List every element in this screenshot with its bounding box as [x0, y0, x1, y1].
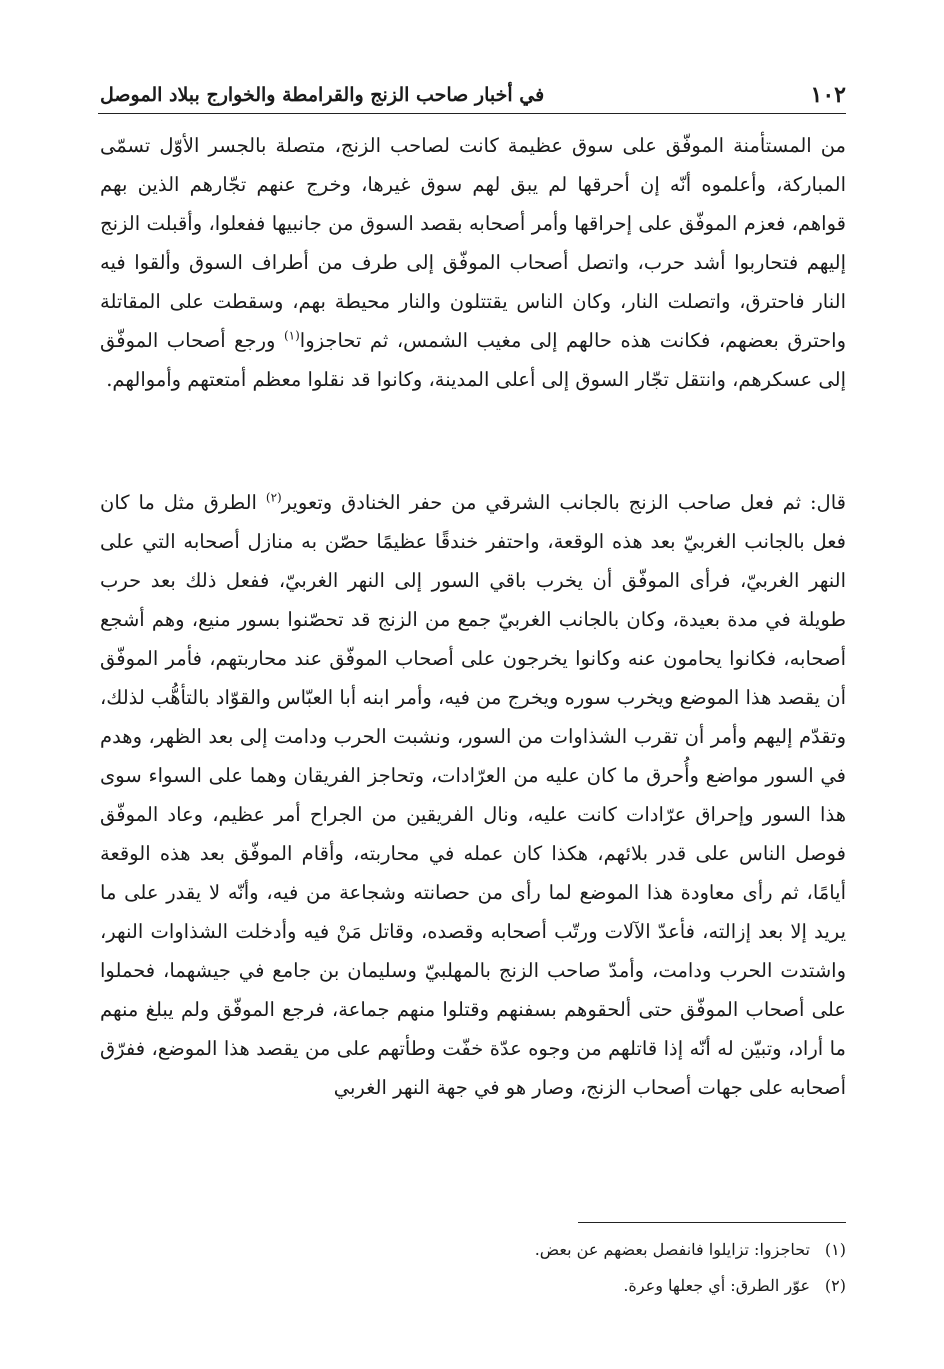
paragraph-1-text-b: ورجع أصحاب الموفّق إلى عسكرهم، وانتقل تجّار السوق إلى أعلى المدينة، وكانوا قد نقلوا معظم أمتعتهم وأموالهم. — [100, 329, 846, 391]
paragraph-2 — [100, 483, 846, 1218]
footnote-1-text: تحاجزوا: تزايلوا فانفصل بعضهم عن بعض. — [534, 1240, 810, 1259]
footnotes — [100, 1232, 846, 1304]
paragraph-2-text-b: الطرق مثل ما كان فعل بالجانب الغربيّ بعد هذه الوقعة، واحتفر خندقًا عظيمًا حصّن به منازل أصحابه التي على النهر الغربيّ، فرأى الموفّق أن يخرب باقي السور إلى النهر الغربيّ، ففعل ذلك بعد حرب طويلة في مدة بعيدة، وكان بالجانب الغربيّ جمع من الزنج قد تحصّنوا بسور منيع، وهم أشجع أصحابه، فكانوا يحامون عنه وكانوا يخرجون على أصحاب الموفّق عند محاربتهم، فأمر الموفّق أن يقصد هذا الموضع ويخرب سوره ويخرج من فيه، وأمر ابنه أبا العبّاس والقوّاد بالتأهُّب لذلك، وتقدّم إليهم وأمر أن تقرب الشذاوات من السور، ونشبت الحرب ودامت إلى بعد الظهر، وهدم في السور مواضع وأُحرق ما كان عليه من العرّادات، وتحاجز الفريقان وهما على السواء سوى هذا السور وإحراق عرّادات كانت عليه، ونال الفريقين من الجراح أمر عظيم، وعاد الموفّق فوصل الناس على قدر بلائهم، هكذا كان عمله في محاربته، وأقام الموفّق بعد هذه الوقعة أيامًا، ثم رأى معاودة هذا الموضع لما رأى من حصانته وشجاعة من فيه، وأنّه لا يقدر على ما يريد إلا بعد إزالته، فأعدّ الآلات ورتّب أصحابه وقصده، وقاتل مَنْ فيه وأدخلت الشذاوات النهر، واشتدت الحرب ودامت، وأمدّ صاحب الزنج بالمهلبيّ وسليمان بن جامع في جيشهما، فحملوا على أصحاب الموفّق حتى ألحقوهم بسفنهم وقتلوا منهم جماعة، فرجع الموفّق ولم يبلغ منهم ما أراد، وتبيّن له أنّه إذا قاتلهم من وجوه عدّة خفّت وطأتهم على من يقصد هذا الموضع، ففرّق أصحابه على جهات أصحاب الزنج، وصار هو في جهة النهر الغربي — [100, 491, 846, 1099]
page-number: ١٠٢ — [810, 82, 846, 108]
footnote-marker-2: (٢) — [265, 490, 282, 505]
footnote-2-text: عوّر الطرق: أي جعلها وعرة. — [623, 1276, 810, 1295]
footnote-2 — [100, 1268, 846, 1304]
footnote-marker-1: (١) — [283, 328, 300, 343]
footnote-1-number: (١) — [824, 1240, 846, 1259]
paragraph-2-text-a: قال: ثم فعل صاحب الزنج بالجانب الشرقي من حفر الخنادق وتعوير — [281, 491, 846, 514]
page-header — [100, 74, 846, 110]
footnote-1 — [100, 1232, 846, 1268]
footnote-2-number: (٢) — [824, 1276, 846, 1295]
header-divider — [98, 113, 846, 114]
paragraph-1-text-a: من المستأمنة الموفّق على سوق عظيمة كانت لصاحب الزنج، متصلة بالجسر الأوّل تسمّى المباركة، وأعلموه أنّه إن أحرقها لم يبق لهم سوق غيرها، وخرج عنهم تجّارهم الذين بهم قواهم، فعزم الموفّق على إحراقها وأمر أصحابه بقصد السوق من جانبيها ففعلوا، وأقبلت الزنج إليهم فتحاربوا أشد حرب، واتصل أصحاب الموفّق إلى طرف من أطراف السوق وألقوا فيه النار فاحترق، واتصلت النار، وكان الناس يقتتلون والنار محيطة بهم، وسقطت على المقاتلة واحترق بعضهم، فكانت هذه حالهم إلى مغيب الشمس، ثم تحاجزوا — [100, 134, 847, 352]
paragraph-1 — [100, 126, 846, 446]
footnote-divider — [578, 1222, 846, 1223]
running-title: في أخبار صاحب الزنج والقرامطة والخوارج ببلاد الموصل — [100, 84, 545, 106]
